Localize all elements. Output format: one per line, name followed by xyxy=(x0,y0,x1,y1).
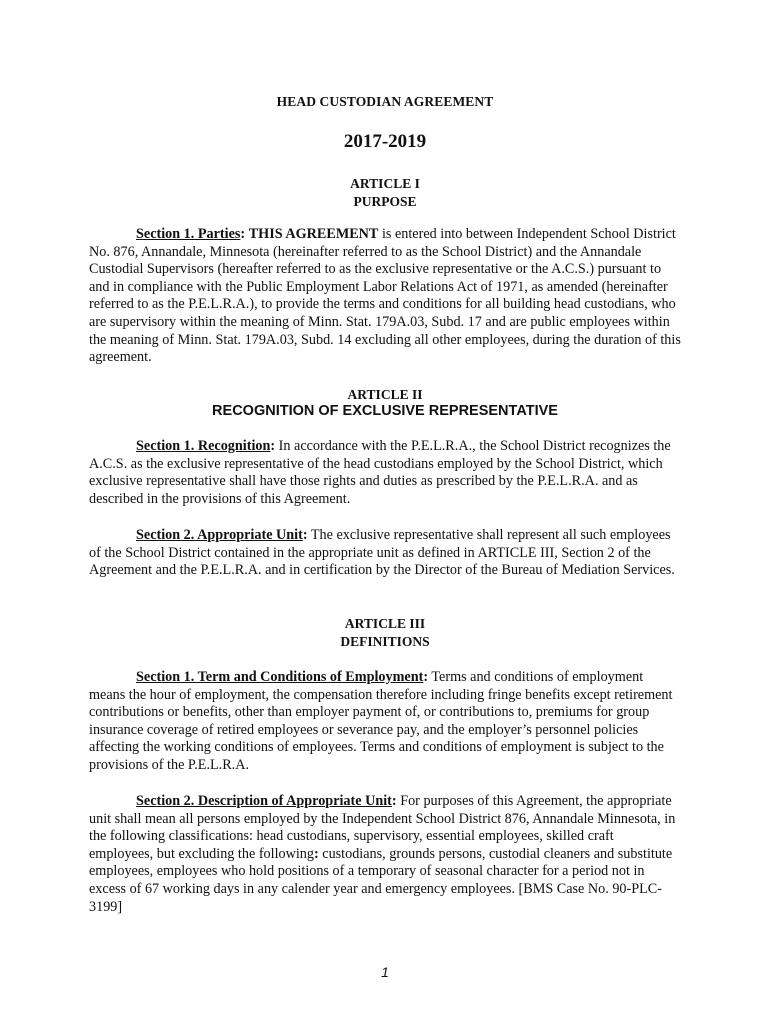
document-title: HEAD CUSTODIAN AGREEMENT xyxy=(276,94,494,109)
article-2-section-2 xyxy=(89,527,681,580)
section-label: Section 1. Recognition xyxy=(136,438,271,454)
section-text: is entered into between Independent School District No. 876, Annandale, Minnesota (hereinafter referred to as the School District) and the Annandale Custodial Supervisors (hereafter referred to as the exclusive representative or the A.C.S.) pursuant to and in compliance with the Public Employment Labor Relations Act of 1971, as amended (hereinafter referred to as the P.E.L.R.A.), to provide the terms and conditions for all building head custodians, who are supervisory within the meaning of Minn. Stat. 179A.03, Subd. 17 and are public employees within the meaning of Minn. Stat. 179A.03, Subd. 14 excluding all other employees, during the duration of this agreement. xyxy=(89,226,681,366)
section-label: Section 2. Appropriate Unit xyxy=(136,527,303,543)
article-1-section-1 xyxy=(89,226,681,367)
section-colon: : xyxy=(313,845,319,862)
section-text: Terms and conditions of employment means the hour of employment, the compensation therefore including fringe benefits except retirement contributions or benefits, other than employer payment of, or contributions to, premiums for group insurance coverage of retired employees or severance pay, and the employer’s personnel policies affecting the working conditions of employees. Terms and conditions of employment is subject to the provisions of the P.E.L.R.A. xyxy=(89,669,673,773)
section-label: Section 1. Term and Conditions of Employment xyxy=(136,669,424,685)
section-label: Section 2. Description of Appropriate Unit xyxy=(136,793,392,809)
article-3-name: DEFINITIONS xyxy=(340,634,430,649)
section-colon: : xyxy=(423,669,429,685)
section-colon: : xyxy=(240,226,246,242)
article-3-section-1 xyxy=(89,669,681,775)
section-colon: : xyxy=(391,793,397,809)
section-text: The exclusive representative shall represent all such employees of the School District contained in the appropriate unit as defined in ARTICLE III, Section 2 of the Agreement and the P.E.L.R.A. and in certification by the Director of the Bureau of Mediation Services. xyxy=(89,527,675,579)
section-label: Section 1. Parties xyxy=(136,226,241,242)
article-2-name: RECOGNITION OF EXCLUSIVE REPRESENTATIVE xyxy=(212,403,558,419)
article-1-name: PURPOSE xyxy=(353,194,417,209)
section-text: In accordance with the P.E.L.R.A., the School District recognizes the A.C.S. as the exclusive representative of the head custodians employed by the School District, which exclusive representative shall have those rights and duties as prescribed by the P.E.L.R.A. and as described in the provisions of this Agreement. xyxy=(89,438,671,507)
article-1-number: ARTICLE I xyxy=(350,176,420,191)
article-2-section-1 xyxy=(89,438,681,508)
section-colon: : xyxy=(302,527,308,543)
page-number: 1 xyxy=(381,964,389,980)
agreement-lead: THIS AGREEMENT xyxy=(248,226,379,242)
article-3-section-2 xyxy=(89,793,681,916)
section-text: For purposes of this Agreement, the appropriate unit shall mean all persons employed by the Independent School District 876, Annandale Minnesota, in the following classifications: head custodians, supervisory, essential employees, skilled craft employees, but excluding the following xyxy=(89,793,676,862)
article-3-number: ARTICLE III xyxy=(344,616,426,631)
section-text: custodians, grounds persons, custodial cleaners and substitute employees, employees who hold positions of a temporary of seasonal character for a period not in excess of 67 working days in any calender year and emergency employees. [BMS Case No. 90-PLC-3199] xyxy=(89,845,673,915)
article-2-number: ARTICLE II xyxy=(347,387,423,402)
section-colon: : xyxy=(270,438,276,454)
agreement-years: 2017-2019 xyxy=(343,131,427,152)
